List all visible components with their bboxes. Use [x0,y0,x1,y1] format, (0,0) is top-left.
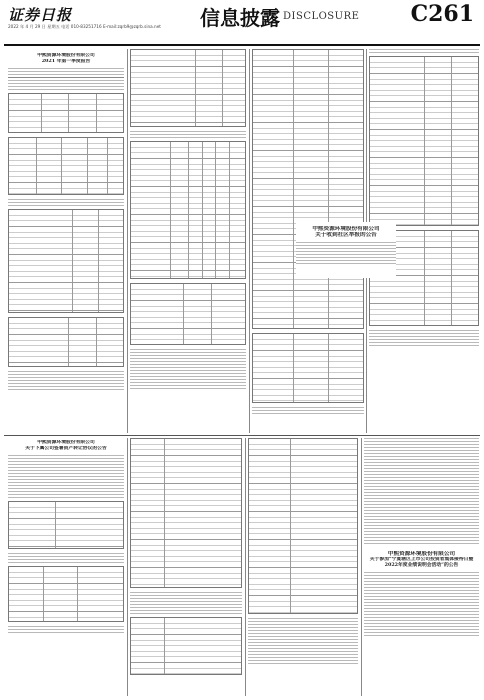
investor-reception-column [364,438,479,696]
notice-social-report-company: 中熙资源环境股份有限公司 [312,226,380,232]
asset-transfer-column [8,438,124,696]
asset-transfer-column-3 [248,438,358,696]
transfer-table-3 [130,438,242,588]
shareholder-table [130,49,246,127]
transfer-table-4 [130,617,242,675]
investor-reception-title: 关于参加“宁夏辖区上市公司投资者集体接待日暨2022年度业绩说明会活动”的公告 [369,557,474,568]
cash-flow-table [252,333,364,403]
newspaper-logo: 证券日报 [8,6,73,24]
financial-table-2 [8,137,124,195]
transfer-table-5 [248,438,358,614]
section-title: 信息披露 [200,6,280,30]
masthead-rule [4,44,480,46]
asset-transfer-title: 关于下属公司签署资产转让协议的公告 [25,445,107,451]
quarterly-report-title: 2021 年第一季度报告 [41,58,91,64]
financial-table-4 [8,317,124,367]
quarterly-report-column [8,49,124,433]
balance-sheet-table [252,49,364,329]
investor-reception-title-company: 中熙资源环境股份有限公司 [387,551,456,557]
transfer-table-2 [8,566,124,622]
masthead-contact-line: 2022 年 4 月 29 日 星期五 电话 010-83251716 E-mail:zqrb9@zqrb.sina.net [8,24,161,29]
financial-table-3 [8,209,124,313]
quarterly-report-column-2 [130,49,246,433]
financial-table-1 [8,93,124,133]
asset-transfer-column-2 [130,438,242,696]
page-number: C261 [410,1,474,27]
notice-social-report [296,222,396,278]
asset-transfer-title-company: 中熙资源环境股份有限公司 [37,440,95,445]
masthead [0,0,484,46]
income-statement-table [369,56,479,226]
quarterly-report-title-company: 中熙资源环境股份有限公司 [37,53,95,58]
transfer-table-1 [8,501,124,549]
top-holders-table [130,141,246,279]
section-title-english: DISCLOSURE [283,11,360,22]
top-holders-table-2 [130,283,246,345]
notice-social-report-title: 关于收到社区举报的公告 [315,232,377,239]
